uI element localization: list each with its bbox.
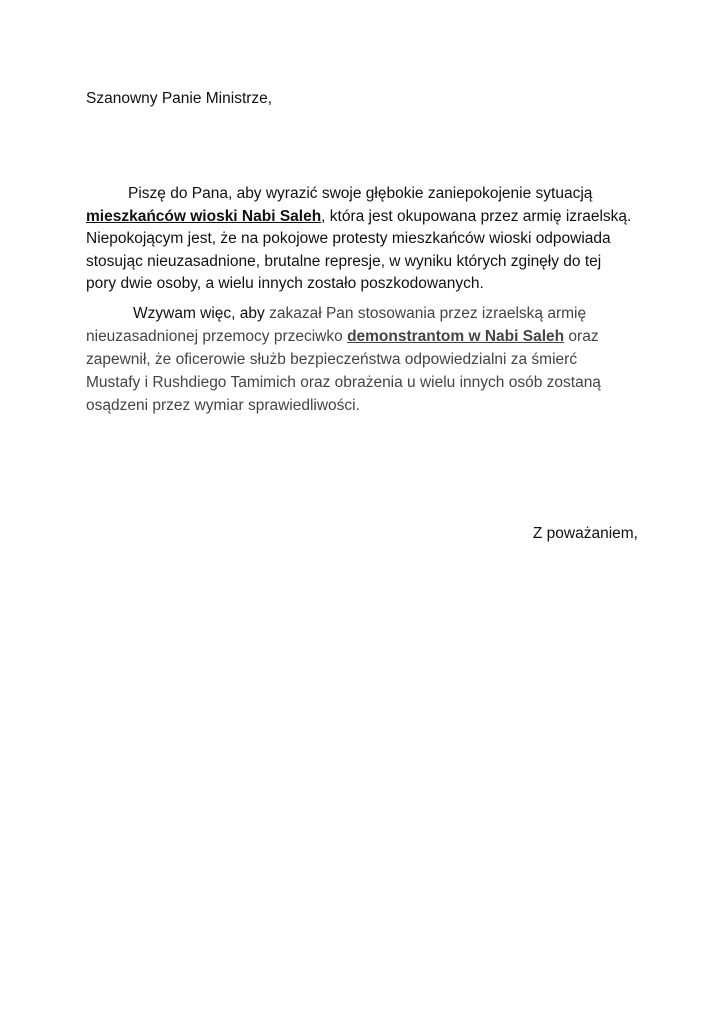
paragraph-line <box>86 325 638 348</box>
paragraph-line <box>86 302 638 325</box>
emphasis-village-residents: mieszkańców wioski Nabi Saleh <box>86 207 322 225</box>
emphasis-demonstrators: demonstrantom w Nabi Saleh <box>347 328 565 345</box>
line-text: Wzywam więc, aby <box>133 305 265 322</box>
paragraph-line <box>86 206 638 229</box>
line-text: oraz <box>564 328 599 345</box>
line-text: zakazał Pan stosowania przez izraelską armię <box>264 305 587 322</box>
paragraph-appeal <box>86 302 638 417</box>
paragraph-line: osądzeni przez wymiar sprawiedliwości. <box>86 397 360 414</box>
paragraph-concern <box>86 183 638 296</box>
line-text: nieuzasadnionej przemocy przeciwko <box>86 328 348 345</box>
paragraph-line: pory dwie osoby, a wielu innych zostało poszkodowanych. <box>86 275 484 292</box>
paragraph-line: stosując nieuzasadnione, brutalne represje, w wyniku których zginęły do tej <box>86 252 602 270</box>
paragraph-line: Niepokojącym jest, że na pokojowe protesty mieszkańców wioski odpowiada <box>86 230 611 247</box>
salutation: Szanowny Panie Ministrze, <box>86 90 273 107</box>
paragraph-line: Piszę do Pana, aby wyrazić swoje głębokie zaniepokojenie sytuacją <box>128 185 593 202</box>
paragraph-line: Mustafy i Rushdiego Tamimich oraz obrażenia u wielu innych osób zostaną <box>86 374 601 391</box>
paragraph-line: zapewnił, że oficerowie służb bezpieczeństwa odpowiedzialni za śmierć <box>86 351 578 368</box>
closing-phrase: Z poważaniem, <box>532 525 638 542</box>
line-text: , która jest okupowana przez armię izraelską. <box>321 207 632 225</box>
